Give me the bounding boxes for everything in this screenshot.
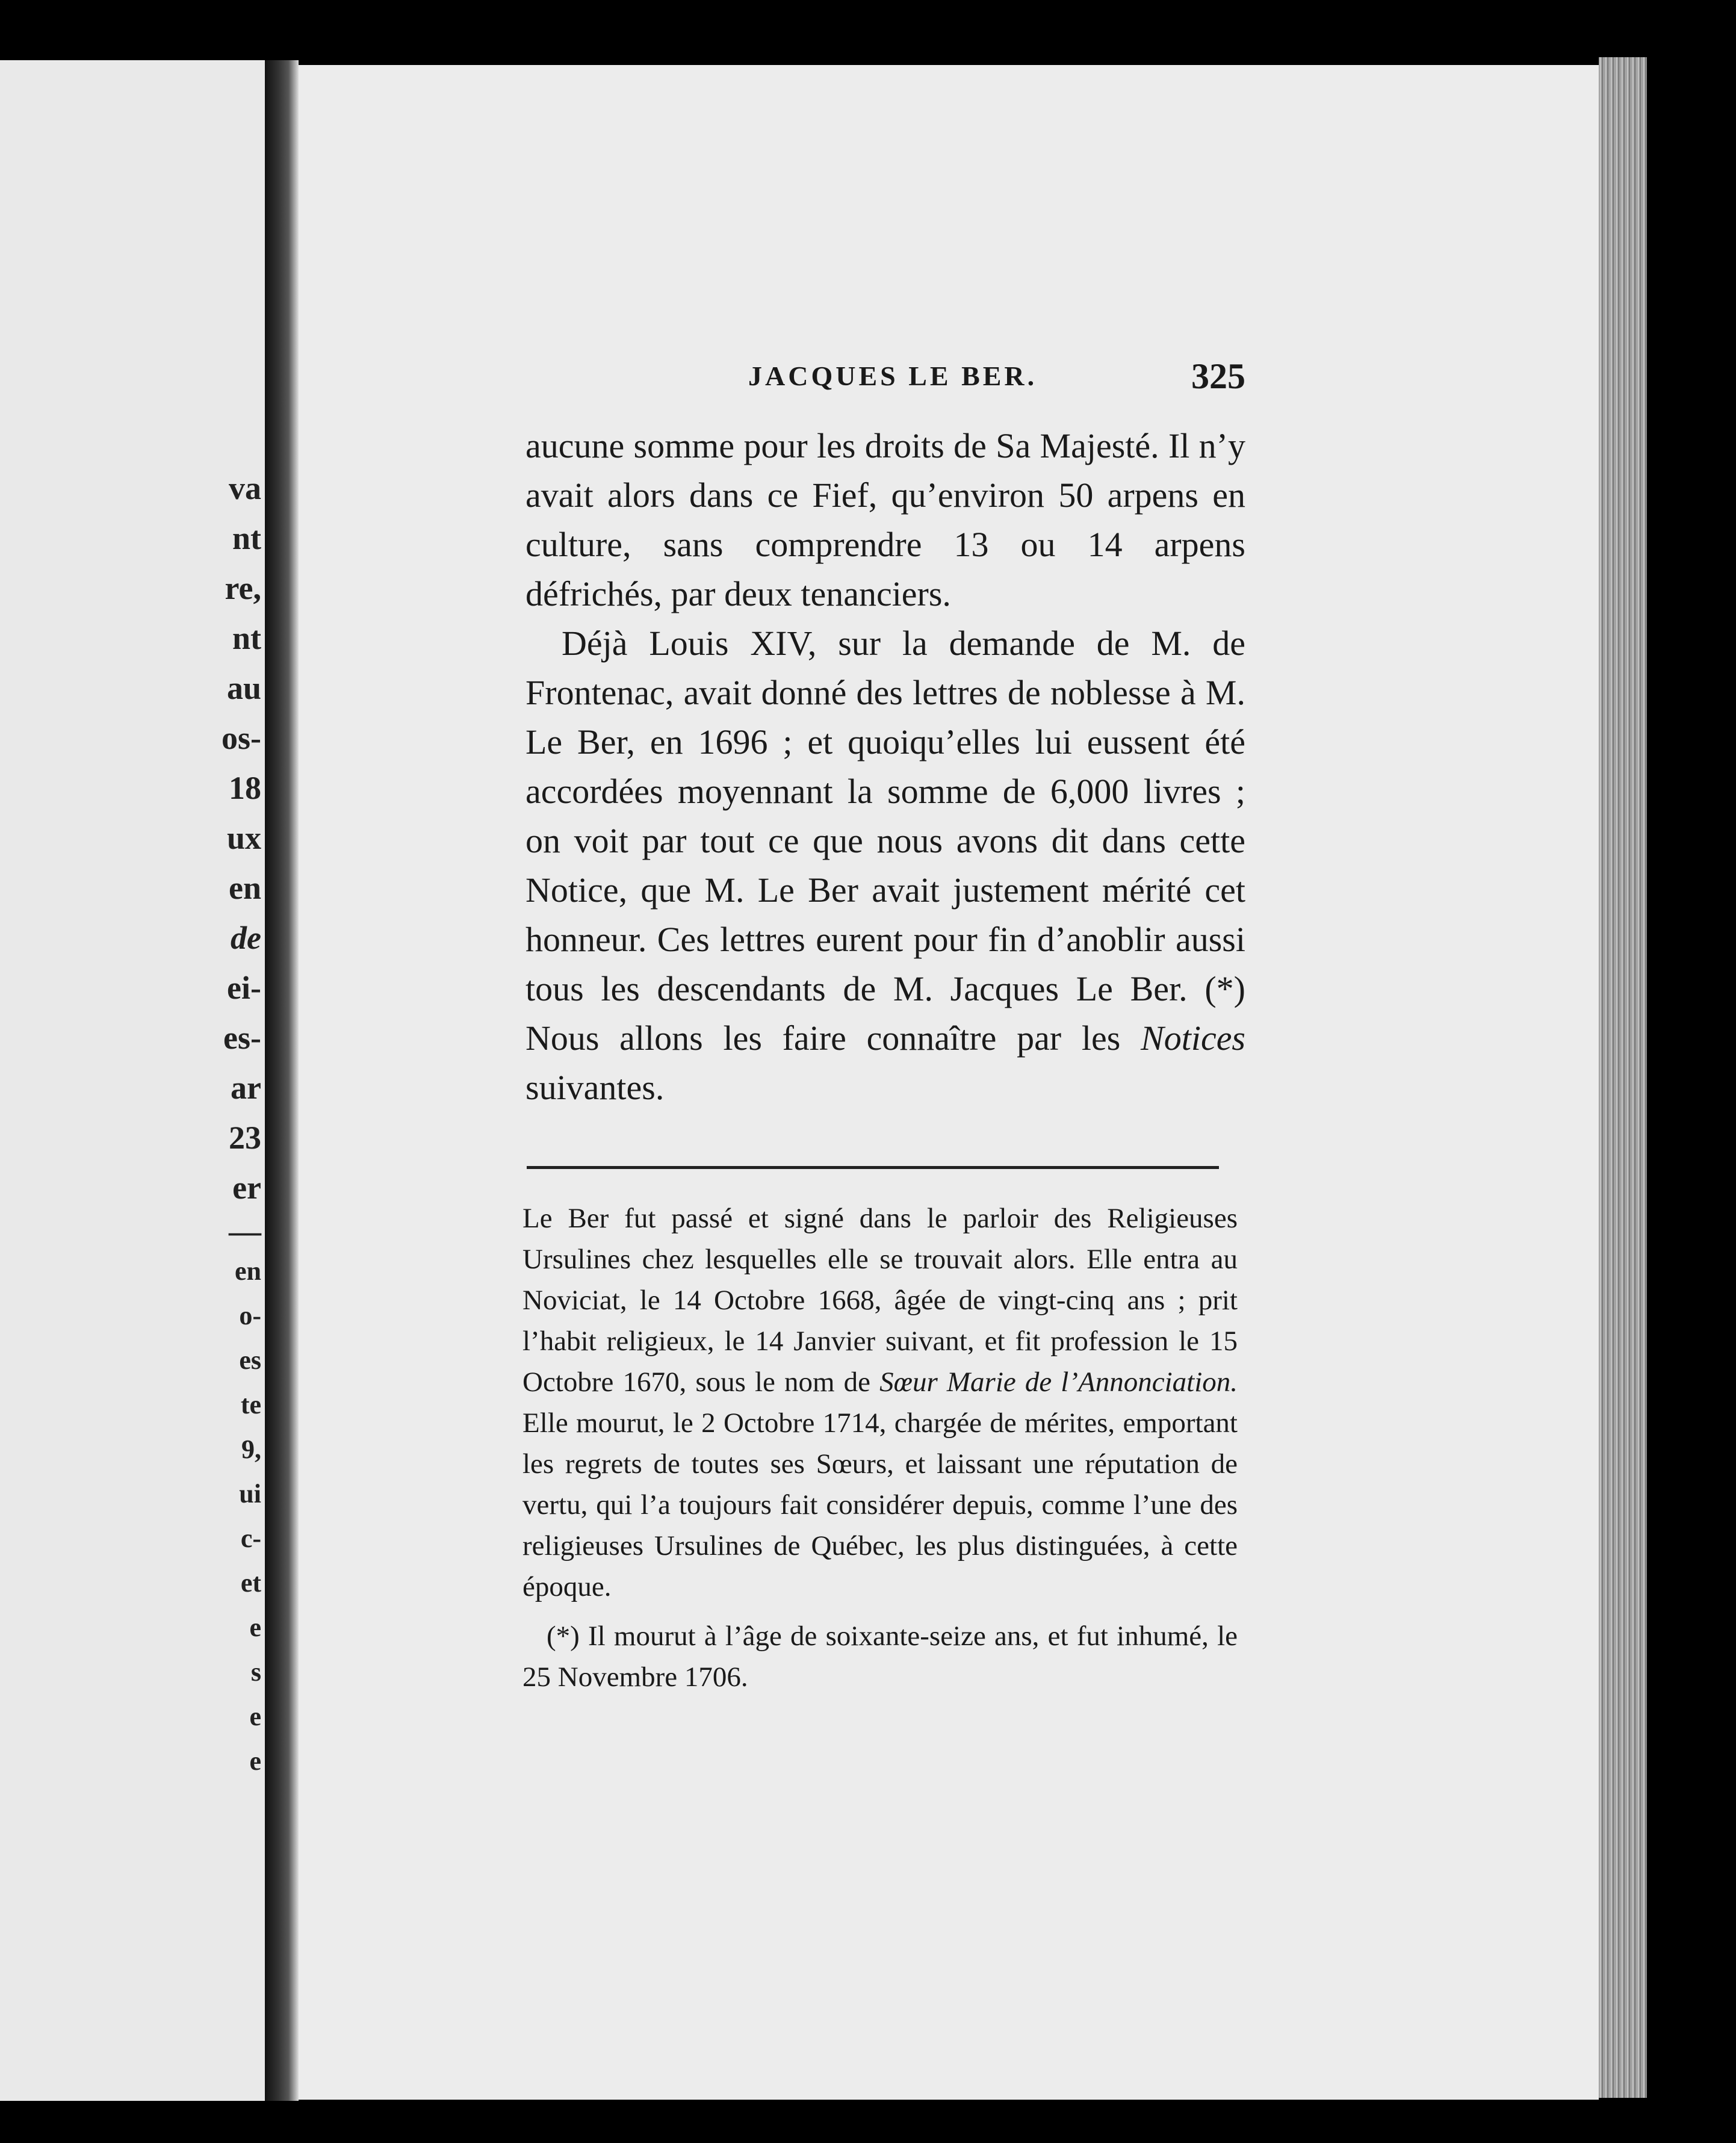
running-head-title: JACQUES LE BER. <box>748 361 1038 391</box>
book-gutter <box>265 60 299 2101</box>
paragraph <box>525 619 1245 1112</box>
facing-page-line-ends <box>177 464 261 1776</box>
note-line-end: et <box>240 1568 261 1598</box>
line-end: nt <box>232 520 261 556</box>
main-text <box>525 421 1245 1112</box>
note-line-end: ui <box>239 1479 261 1509</box>
line-end: 23 <box>229 1120 261 1156</box>
note-line-end: o- <box>239 1301 261 1330</box>
footnote-rule <box>527 1166 1219 1169</box>
footnote: (*) Il mourut à l’âge de soixante-seize ans, et fut inhumé, le 25 Novembre 1706. <box>522 1620 1238 1693</box>
paragraph: aucune somme pour les droits de Sa Majesté. Il n’y avait alors dans ce Fief, qu’environ 50 arpens en culture, sans comprendre 13 ou 14 arpens défrichés, par deux tenanciers. <box>525 426 1245 613</box>
note-line-end: te <box>240 1390 261 1419</box>
line-end: ux <box>226 820 261 856</box>
line-end: au <box>226 670 261 706</box>
line-end: de <box>231 920 261 956</box>
facing-page-note-ends <box>177 1249 261 1776</box>
paragraph-text: Déjà Louis XIV, sur la demande de M. de Frontenac, avait donné des lettres de noblesse à M. Le Ber, en 1696 ; et quoiqu’elles lui eussent été accordées moyennant la somme de 6,000 livres ; on voit par tout ce que nous avons dit dans cette Notice, que M. Le Ber avait justement mérité cet honneur. Ces lettres eurent pour fin d’anoblir aussi tous les descendants de M. Jacques Le Ber. (*) Nous allons les faire connaître par les <box>525 624 1245 1058</box>
line-end: 18 <box>229 770 261 806</box>
line-end: os- <box>222 720 261 756</box>
line-end: re, <box>225 570 261 606</box>
facing-page-fragment <box>0 60 265 2101</box>
line-end: ar <box>231 1070 261 1106</box>
note-line-end: e <box>249 1613 261 1642</box>
line-end: ei- <box>227 970 261 1006</box>
line-end: va <box>229 470 261 506</box>
paragraph-text: suivantes. <box>525 1068 665 1107</box>
note-line-end: c- <box>240 1524 261 1553</box>
note-line-end: e <box>249 1702 261 1731</box>
italic-term: Notices <box>1141 1019 1246 1058</box>
line-end: en <box>229 870 261 906</box>
italic-name: Sœur Marie de l’Annonciation. <box>879 1366 1238 1398</box>
page-edges <box>1599 57 1647 2098</box>
footnote-separator: — <box>229 1213 261 1249</box>
running-head <box>748 355 1245 397</box>
note-line-end: es <box>239 1345 261 1375</box>
line-end: nt <box>232 620 261 656</box>
note-line-end: s <box>250 1657 261 1687</box>
footnote-text: Elle mourut, le 2 Octobre 1714, chargée de mérites, emportant les regrets de toutes ses Sœurs, et laissant une réputation de vertu, qui l’a toujours fait considérer depuis, comme l’une des religieuses Ursulines de Québec, les plus distinguées, à cette époque. <box>522 1407 1238 1602</box>
note-line-end: 9, <box>241 1434 261 1464</box>
footnotes <box>522 1198 1238 1698</box>
page-number: 325 <box>1191 356 1245 396</box>
footnote-text: Le Ber fut passé et signé dans le parloir des Religieuses Ursulines chez lesquelles elle se trouvait alors. Elle entra au Noviciat, le 14 Octobre 1668, âgée de vingt-cinq ans ; prit l’habit religieux, le 14 Janvier suivant, et fit profession le 15 Octobre 1670, sous le nom de <box>522 1203 1238 1398</box>
note-line-end: e <box>249 1746 261 1776</box>
footnote <box>522 1198 1238 1607</box>
line-end: er <box>232 1170 261 1206</box>
line-end: es- <box>223 1020 261 1056</box>
note-line-end: en <box>235 1256 261 1286</box>
